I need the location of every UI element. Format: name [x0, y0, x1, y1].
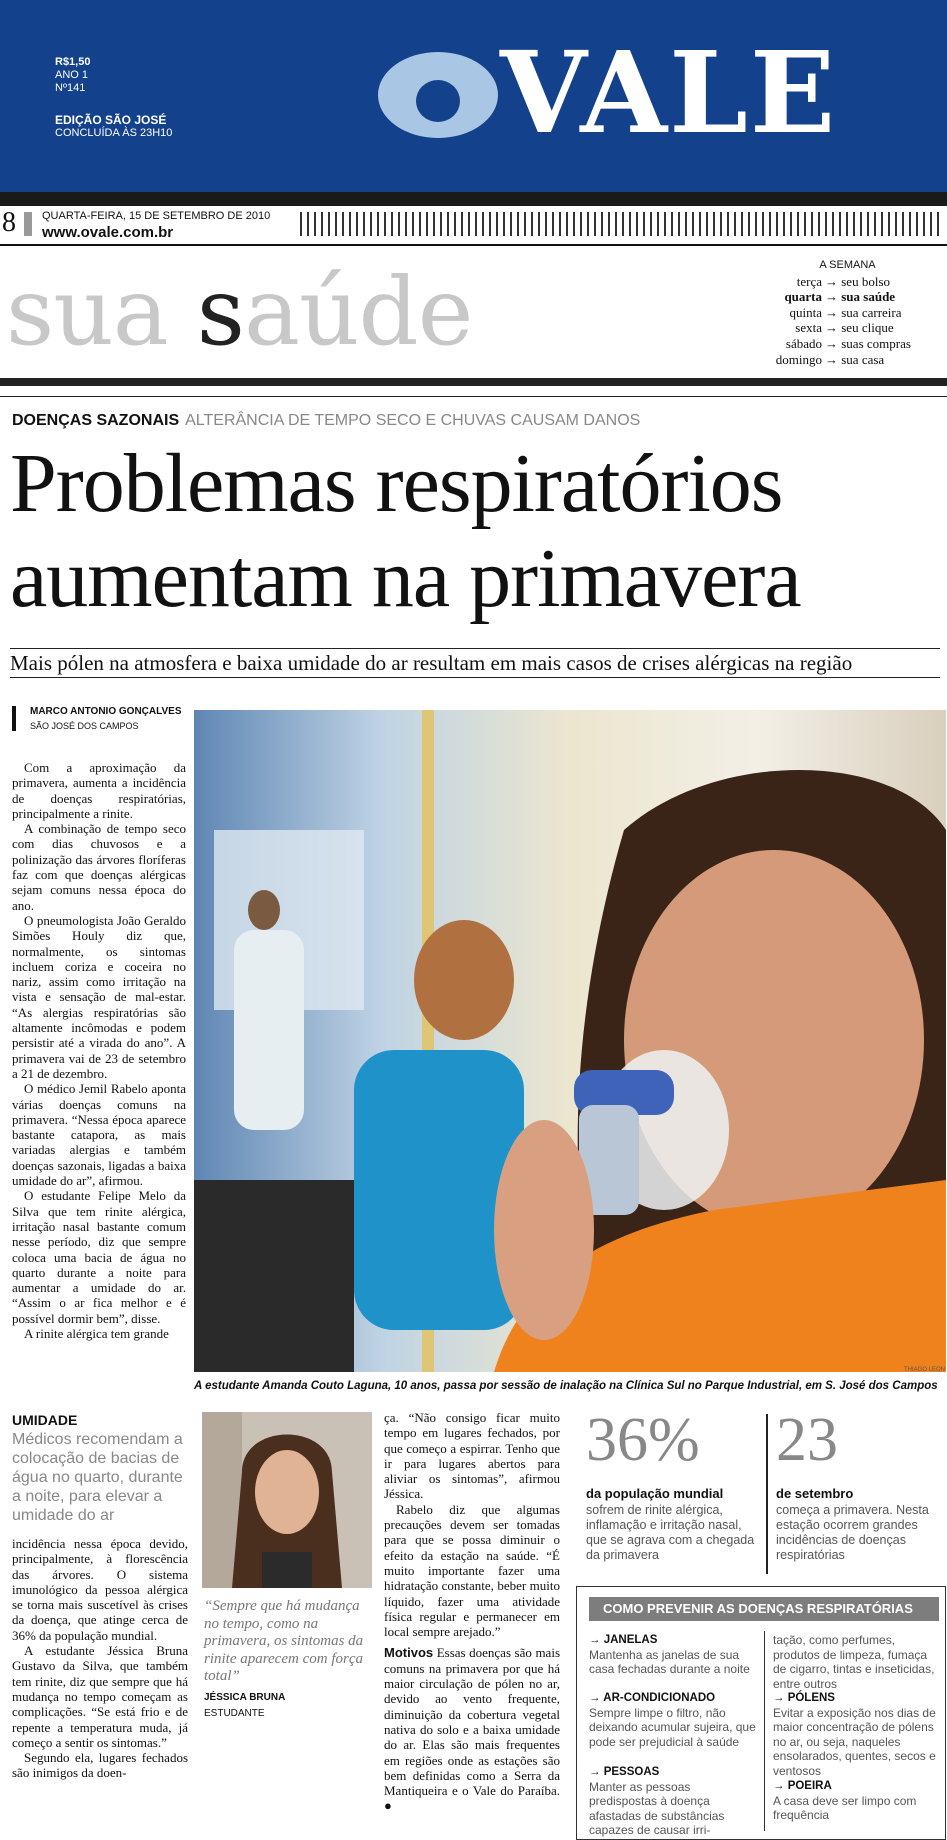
byline — [12, 706, 182, 731]
paragraph: incidência nessa época devido, principalmente, à florescência das árvores. O sistema imunológico da pessoa alérgica se torna mais suscetível às crises da doença, que atinge cerca de 36% da população mundial. — [12, 1536, 188, 1643]
logo-o-mark — [378, 52, 498, 138]
tip-title: → PÓLENS — [773, 1692, 835, 1704]
photo-caption: A estudante Amanda Couto Laguna, 10 anos, passa por sessão de inalação na Clínica Sul no Parque Industrial, em S. José dos Campos — [194, 1380, 938, 1392]
portrait-name: JÉSSICA BRUNA — [204, 1692, 286, 1703]
folio — [0, 206, 947, 246]
tip-title: → PESSOAS — [589, 1766, 660, 1778]
byline-place: SÃO JOSÉ DOS CAMPOS — [30, 721, 139, 731]
kicker-label: DOENÇAS SAZONAIS — [12, 412, 180, 429]
tip-text: A casa deve ser limpo com frequência — [773, 1793, 917, 1823]
main-photo-illustration — [194, 710, 946, 1372]
week-row-active[interactable]: quarta → sua saúde — [730, 289, 935, 305]
tip-title: → POEIRA — [773, 1780, 832, 1792]
tip-text: Sempre limpe o filtro, não deixando acumular sujeira, que pode ser prejudicial à saúde — [589, 1705, 756, 1749]
tip-item — [773, 1633, 941, 1691]
motivos-text: Essas doenças são mais comuns na primavera por que há maior circulação de pólen no ar, devido ao vento frequente, diminuição da cobertura vegetal nativa do solo e a baixa umidade do ar. Elas são mais frequentes em regiões onde as estações são bem definidas como a Serra da Mantiqueira e o Vale do Paraíba. ● — [384, 1645, 561, 1814]
week-row[interactable]: sexta → seu clique — [730, 320, 935, 336]
edicao-concluida: CONCLUÍDA ÀS 23H10 — [55, 127, 173, 139]
paragraph-motivos — [384, 1645, 560, 1813]
paragraph: A combinação de tempo seco com dias chuvosos e a polinização das árvores floríferas faz com que doenças alérgicas sejam comuns nessa época do ano. — [12, 821, 186, 913]
headline: Problemas respiratórios aumentam na primavera — [10, 437, 801, 625]
paragraph: A estudante Jéssica Bruna Gustavo da Silva, que também tem rinite, diz que sempre que há mudança no tempo começam as complicações. “Se está frio e de repente a temperatura muda, já começo a sentir os sintomas.” — [12, 1643, 188, 1750]
tip-text: tação, como perfumes, produtos de limpeza, fumaça de cigarro, tintas e inseticidas, entre outros — [773, 1633, 935, 1691]
tip-title: → JANELAS — [589, 1634, 658, 1646]
pullquote: Médicos recomendam a colocação de bacias de água no quarto, durante a noite, para elevar a umidade do ar — [12, 1431, 183, 1524]
week-row[interactable]: sábado → suas compras — [730, 336, 935, 352]
edicao — [55, 114, 172, 140]
masthead — [0, 0, 947, 192]
tip-item — [589, 1633, 757, 1677]
week-schedule — [730, 258, 935, 367]
tip-item — [589, 1691, 757, 1749]
tip-item — [773, 1779, 941, 1823]
stat-text: começa a primavera. Nesta estação ocorrem grandes incidências de doenças respiratórias — [776, 1503, 929, 1562]
body-column-2 — [384, 1410, 560, 1814]
paragraph: Segundo ela, lugares fechados são inimigos da doen- — [12, 1750, 188, 1781]
week-row[interactable]: domingo → sua casa — [730, 352, 935, 368]
site-link[interactable]: www.ovale.com.br — [42, 224, 174, 241]
paragraph: O estudante Felipe Melo da Silva que tem rinite alérgica, irritação nasal bastante comum nesse período, diz que sempre coloca uma bacia de água no quarto durante a noite para aumentar a umidade do ar. “Assim o ar fica melhor e é possível dormir bem”, disse. — [12, 1188, 186, 1326]
page-number: 8 — [2, 207, 16, 238]
tip-text: Evitar a exposição nos dias de maior concentração de pólens no ar, ou seja, naqueles ensolarados, quentes, secos e ventosos — [773, 1705, 936, 1778]
stat-divider — [766, 1414, 768, 1574]
body-column-1b — [12, 1536, 188, 1781]
section-rule-thin — [0, 396, 947, 397]
main-photo — [194, 710, 946, 1372]
week-row[interactable]: quinta → sua carreira — [730, 305, 935, 321]
kicker — [12, 412, 640, 430]
week-row[interactable]: terça → seu bolso — [730, 274, 935, 290]
deck: Mais pólen na atmosfera e baixa umidade do ar resultam em mais casos de crises alérgicas na região — [10, 648, 940, 678]
page-number-bar — [24, 212, 32, 236]
portrait-quote: “Sempre que há mudança no tempo, como na primavera, os sintomas da rinite aparecem com força total” — [204, 1598, 364, 1684]
stat-label: da população mundial — [586, 1486, 724, 1501]
masthead-meta — [55, 56, 173, 139]
portrait-illustration — [202, 1412, 372, 1588]
motivos-label: Motivos — [384, 1645, 434, 1661]
paragraph: ça. “Não consigo ficar muito tempo em lugares fechados, por que começo a espirrar. Tenho que ir para lugares abertos para aliviar os sintomas”, afirmou Jéssica. — [384, 1410, 560, 1502]
paragraph: A rinite alérgica tem grande — [24, 1325, 169, 1341]
masthead-rule — [0, 192, 947, 206]
section-title-part1: sua — [6, 258, 197, 367]
stat-number: 36% — [586, 1406, 700, 1474]
stat-label: de setembro — [776, 1486, 854, 1501]
portrait-photo — [202, 1412, 372, 1588]
section-rule — [0, 378, 947, 386]
tip-item — [773, 1691, 941, 1779]
paragraph: O pneumologista João Geraldo Simões Houly diz que, normalmente, os sintomas incluem coriza e coceira no nariz, assim como irritação na vista e sensação de mal-estar. “As alergias respiratórias são altamente incômodas e podem persistir até a virada do ano”. A primavera vai de 23 de setembro a 21 de dezembro. — [12, 912, 186, 1081]
portrait-role: ESTUDANTE — [204, 1708, 265, 1719]
folio-date: QUARTA-FEIRA, 15 DE SETEMBRO DE 2010 — [42, 210, 271, 222]
prevention-box-title: COMO PREVENIR AS DOENÇAS RESPIRATÓRIAS — [589, 1597, 939, 1621]
barcode-decoration — [300, 212, 940, 236]
section-title — [6, 258, 472, 368]
logo-text: VALE — [500, 28, 838, 159]
section-title-accent: s — [196, 258, 244, 367]
photo-credit: THIAGO LEON — [904, 1367, 946, 1373]
paragraph: Com a aproximação da primavera, aumenta a incidência de doenças respiratórias, principalmente a rinite. — [12, 760, 186, 821]
byline-name: MARCO ANTONIO GONÇALVES — [30, 706, 182, 717]
prevention-box — [576, 1586, 946, 1840]
section-title-part2: aúde — [243, 258, 473, 367]
stat-text: sofrem de rinite alérgica, inflamação e irritação nasal, que se agrava com a chegada da primavera — [586, 1503, 755, 1562]
logo[interactable] — [378, 28, 938, 159]
tip-item — [589, 1765, 757, 1838]
box-divider — [764, 1631, 765, 1831]
edicao-title: EDIÇÃO SÃO JOSÉ — [55, 113, 167, 127]
stat-number: 23 — [776, 1406, 838, 1474]
tip-text: Manter as pessoas predispostas à doença afastadas de substâncias capazes de causar irri- — [589, 1779, 725, 1838]
price: R$1,50 — [55, 56, 91, 68]
paragraph: Rabelo diz que algumas precauções devem ser tomadas para que se possa diminuir o efeito da estação na saúde. “É muito importante fazer uma hidratação constante, beber muito líquido, fazer uma atividade física regular e permanecer em local sempre arejado.” — [384, 1501, 560, 1640]
paragraph: O médico Jemil Rabelo aponta várias doenças comuns na primavera. “Nessa época aparece bastante catapora, as mais variadas alergias e também doenças sazonais, ligadas a baixa umidade do ar”, afirmou. — [12, 1081, 186, 1189]
week-schedule-header: A SEMANA — [819, 259, 876, 271]
body-column-1 — [12, 760, 186, 1341]
numero: Nº141 — [55, 82, 86, 94]
kicker-sub: ALTERÂNCIA DE TEMPO SECO E CHUVAS CAUSAM DANOS — [185, 412, 641, 429]
ano: ANO 1 — [55, 69, 89, 81]
pullquote-label: UMIDADE — [12, 1412, 78, 1428]
tip-title: → AR-CONDICIONADO — [589, 1692, 716, 1704]
tip-text: Mantenha as janelas de sua casa fechadas durante a noite — [589, 1647, 750, 1677]
